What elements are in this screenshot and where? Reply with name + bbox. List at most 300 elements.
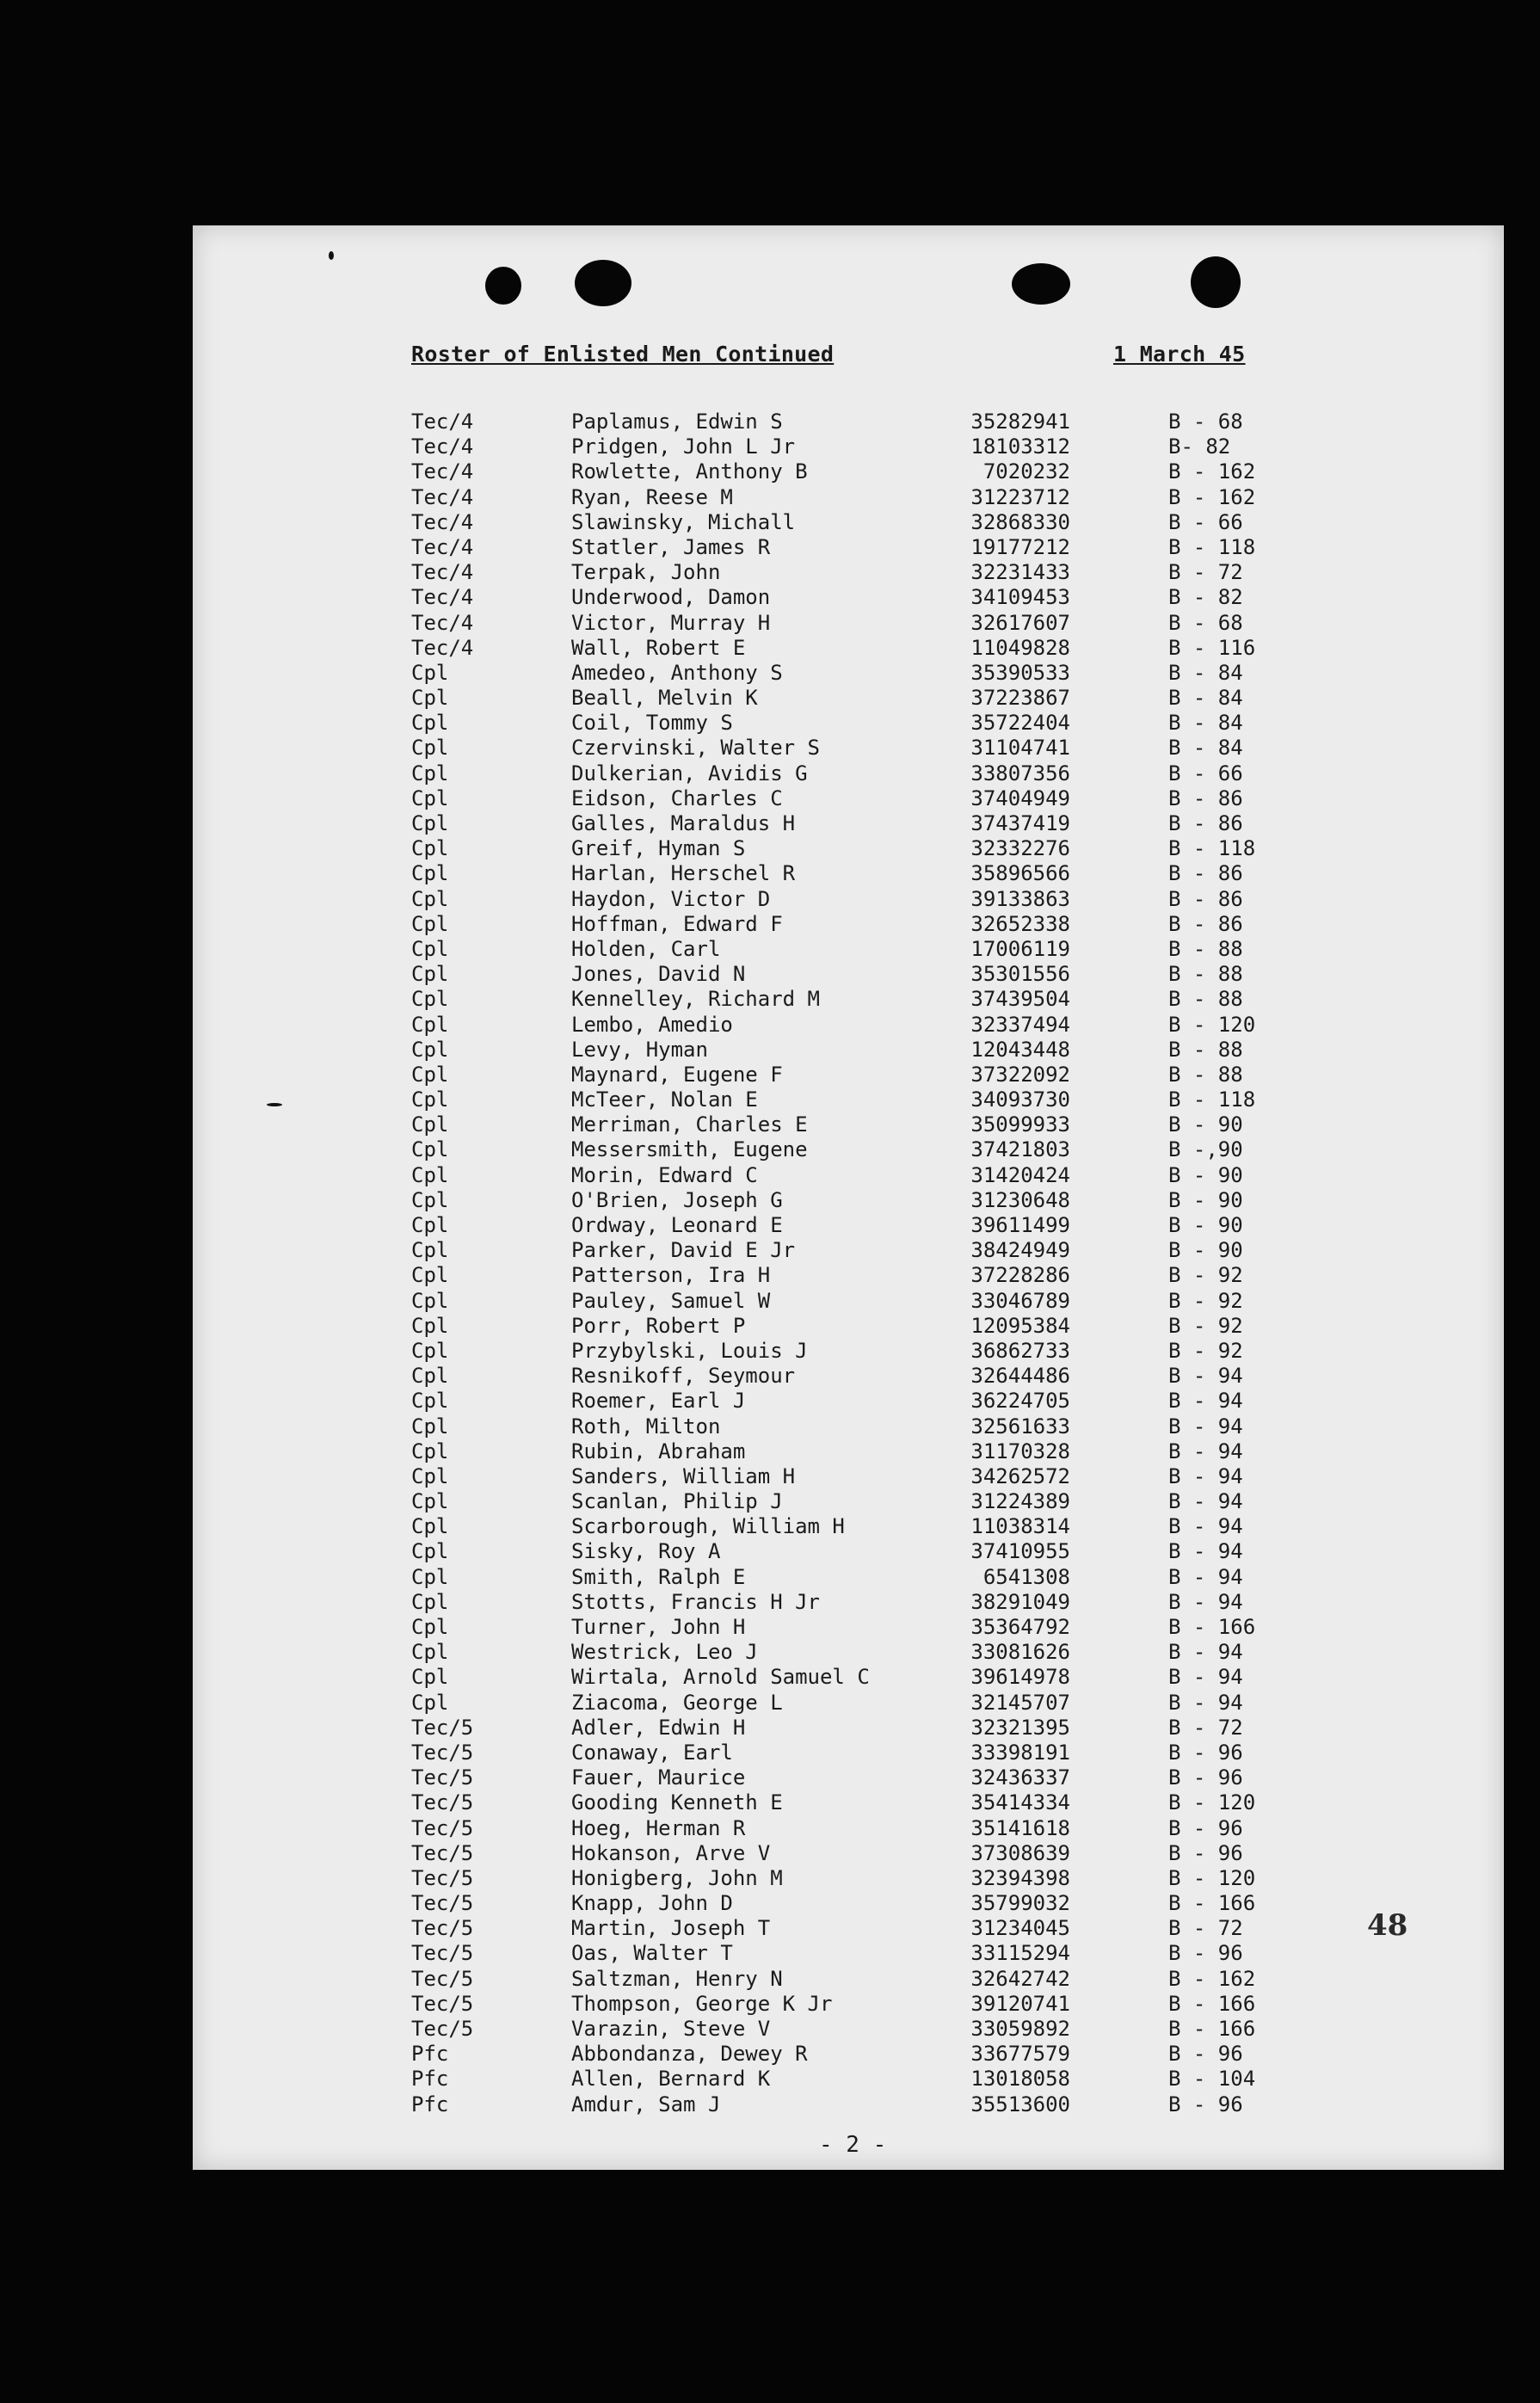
reference-cell: B - 96 [1168, 1765, 1243, 1790]
serial-number-cell: 19177212 [970, 534, 1070, 559]
roster-row [411, 1539, 1272, 1564]
roster-row [411, 661, 1272, 686]
rank-cell: Cpl [411, 711, 449, 736]
name-cell: Hokanson, Arve V [571, 1840, 771, 1865]
roster-row [411, 1716, 1272, 1741]
roster-row [411, 1565, 1272, 1590]
name-cell: Levy, Hyman [571, 1037, 708, 1062]
roster-row [411, 1213, 1272, 1238]
reference-cell: B - 162 [1168, 1966, 1256, 1991]
name-cell: Wirtala, Arnold Samuel C [571, 1665, 870, 1690]
reference-cell: B - 94 [1168, 1389, 1243, 1414]
roster-date: 1 March 45 [1113, 342, 1246, 367]
name-cell: Ryan, Reese M [571, 484, 733, 509]
name-cell: Adler, Edwin H [571, 1715, 746, 1740]
serial-number-cell: 31224389 [970, 1489, 1070, 1514]
roster-row [411, 987, 1272, 1012]
roster-row [411, 1364, 1272, 1389]
reference-cell: B - 72 [1168, 1916, 1243, 1941]
name-cell: Smith, Ralph E [571, 1564, 746, 1589]
roster-row [411, 912, 1272, 937]
name-cell: Rowlette, Anthony B [571, 459, 808, 484]
serial-number-cell: 38291049 [970, 1589, 1070, 1614]
roster-row [411, 1941, 1272, 1966]
reference-cell: B - 72 [1168, 1715, 1243, 1740]
serial-number-cell: 13018058 [970, 2067, 1070, 2092]
reference-cell: B - 90 [1168, 1238, 1243, 1263]
name-cell: Resnikoff, Seymour [571, 1364, 796, 1389]
name-cell: Turner, John H [571, 1615, 746, 1639]
name-cell: Sanders, William H [571, 1463, 796, 1488]
name-cell: Allen, Bernard K [571, 2067, 771, 2092]
reference-cell: B - 96 [1168, 2092, 1243, 2116]
roster-row [411, 1439, 1272, 1464]
name-cell: Beall, Melvin K [571, 686, 758, 711]
name-cell: Honigberg, John M [571, 1865, 783, 1890]
serial-number-cell: 33677579 [970, 2042, 1070, 2067]
ink-speck [267, 1103, 282, 1106]
serial-number-cell: 35513600 [970, 2092, 1070, 2116]
roster-row [411, 2042, 1272, 2067]
name-cell: Maynard, Eugene F [571, 1062, 783, 1087]
roster-row [411, 786, 1272, 811]
reference-cell: B - 96 [1168, 1941, 1243, 1966]
rank-cell: Tec/5 [411, 1840, 474, 1865]
roster-row [411, 1088, 1272, 1112]
rank-cell: Cpl [411, 1238, 449, 1263]
rank-cell: Tec/4 [411, 459, 474, 484]
rank-cell: Pfc [411, 2067, 449, 2092]
rank-cell: Cpl [411, 987, 449, 1012]
rank-cell: Tec/4 [411, 585, 474, 610]
name-cell: Ordway, Leonard E [571, 1213, 783, 1237]
roster-title: Roster of Enlisted Men Continued [411, 342, 835, 367]
reference-cell: B - 120 [1168, 1012, 1256, 1037]
name-cell: Przybylski, Louis J [571, 1338, 808, 1363]
name-cell: Thompson, George K Jr [571, 1991, 833, 2016]
serial-number-cell: 37439504 [970, 987, 1070, 1012]
rank-cell: Cpl [411, 1564, 449, 1589]
name-cell: Messersmith, Eugene [571, 1137, 808, 1162]
name-cell: Hoeg, Herman R [571, 1815, 746, 1840]
name-cell: Hoffman, Edward F [571, 911, 783, 936]
serial-number-cell: 35282941 [970, 410, 1070, 434]
rank-cell: Cpl [411, 660, 449, 685]
reference-cell: B - 92 [1168, 1288, 1243, 1313]
reference-cell: B - 88 [1168, 1062, 1243, 1087]
rank-cell: Tec/5 [411, 1790, 474, 1815]
roster-row [411, 1263, 1272, 1288]
roster-row [411, 611, 1272, 636]
roster-row [411, 1916, 1272, 1941]
name-cell: Porr, Robert P [571, 1313, 746, 1338]
serial-number-cell: 35414334 [970, 1790, 1070, 1815]
rank-cell: Cpl [411, 1187, 449, 1212]
reference-cell: B - 96 [1168, 1840, 1243, 1865]
serial-number-cell: 37308639 [970, 1840, 1070, 1865]
serial-number-cell: 31230648 [970, 1187, 1070, 1212]
rank-cell: Cpl [411, 861, 449, 886]
page-number: - 2 - [819, 2132, 887, 2158]
reference-cell: B - 90 [1168, 1112, 1243, 1137]
reference-cell: B - 166 [1168, 2017, 1256, 2041]
reference-cell: B - 92 [1168, 1263, 1243, 1288]
roster-row [411, 1013, 1272, 1038]
name-cell: Sisky, Roy A [571, 1539, 721, 1564]
reference-cell: B - 94 [1168, 1439, 1243, 1463]
name-cell: Statler, James R [571, 534, 771, 559]
roster-row [411, 711, 1272, 736]
reference-cell: B - 90 [1168, 1187, 1243, 1212]
name-cell: Saltzman, Henry N [571, 1966, 783, 1991]
roster-row [411, 686, 1272, 711]
name-cell: Conaway, Earl [571, 1740, 733, 1765]
serial-number-cell: 33046789 [970, 1288, 1070, 1313]
serial-number-cell: 31420424 [970, 1162, 1070, 1187]
reference-cell: B - 68 [1168, 610, 1243, 635]
serial-number-cell: 39614978 [970, 1665, 1070, 1690]
roster-row [411, 510, 1272, 535]
reference-cell: B - 120 [1168, 1865, 1256, 1890]
serial-number-cell: 12043448 [970, 1037, 1070, 1062]
roster-row [411, 1289, 1272, 1314]
reference-cell: B - 116 [1168, 635, 1256, 660]
rank-cell: Cpl [411, 962, 449, 987]
reference-cell: B - 94 [1168, 1489, 1243, 1514]
roster-row [411, 887, 1272, 912]
serial-number-cell: 35896566 [970, 861, 1070, 886]
rank-cell: Tec/5 [411, 1916, 474, 1941]
roster-row [411, 1967, 1272, 1992]
roster-row [411, 861, 1272, 886]
reference-cell: B - 94 [1168, 1514, 1243, 1539]
roster-row [411, 1691, 1272, 1716]
serial-number-cell: 37421803 [970, 1137, 1070, 1162]
rank-cell: Cpl [411, 1313, 449, 1338]
reference-cell: B - 86 [1168, 786, 1243, 810]
serial-number-cell: 35390533 [970, 660, 1070, 685]
name-cell: Kennelley, Richard M [571, 987, 820, 1012]
rank-cell: Cpl [411, 1615, 449, 1639]
name-cell: Abbondanza, Dewey R [571, 2042, 808, 2067]
name-cell: Pauley, Samuel W [571, 1288, 771, 1313]
roster-row [411, 1112, 1272, 1137]
rank-cell: Cpl [411, 836, 449, 861]
name-cell: Greif, Hyman S [571, 836, 746, 861]
roster-row [411, 2067, 1272, 2092]
serial-number-cell: 33807356 [970, 761, 1070, 786]
serial-number-cell: 32868330 [970, 509, 1070, 534]
reference-cell: B - 86 [1168, 811, 1243, 835]
reference-cell: B - 88 [1168, 936, 1243, 961]
name-cell: Scanlan, Philip J [571, 1489, 783, 1514]
reference-cell: B - 162 [1168, 484, 1256, 509]
rank-cell: Tec/4 [411, 610, 474, 635]
name-cell: Fauer, Maurice [571, 1765, 746, 1790]
reference-cell: B - 86 [1168, 861, 1243, 886]
roster-row [411, 459, 1272, 484]
name-cell: Dulkerian, Avidis G [571, 761, 808, 786]
roster-row [411, 1238, 1272, 1263]
reference-cell: B - 88 [1168, 1037, 1243, 1062]
serial-number-cell: 31170328 [970, 1439, 1070, 1463]
reference-cell: B - 86 [1168, 911, 1243, 936]
name-cell: Westrick, Leo J [571, 1640, 758, 1665]
serial-number-cell: 39120741 [970, 1991, 1070, 2016]
rank-cell: Cpl [411, 736, 449, 761]
reference-cell: B - 94 [1168, 1463, 1243, 1488]
serial-number-cell: 32644486 [970, 1364, 1070, 1389]
roster-row [411, 836, 1272, 861]
rank-cell: Cpl [411, 786, 449, 810]
name-cell: Stotts, Francis H Jr [571, 1589, 820, 1614]
rank-cell: Cpl [411, 1288, 449, 1313]
name-cell: Parker, David E Jr [571, 1238, 796, 1263]
roster-row [411, 1063, 1272, 1088]
rank-cell: Tec/4 [411, 509, 474, 534]
roster-row [411, 1339, 1272, 1364]
serial-number-cell: 11038314 [970, 1514, 1070, 1539]
rank-cell: Cpl [411, 761, 449, 786]
serial-number-cell: 32617607 [970, 610, 1070, 635]
rank-cell: Tec/4 [411, 635, 474, 660]
roster-row [411, 2092, 1272, 2117]
reference-cell: B - 118 [1168, 534, 1256, 559]
name-cell: Pridgen, John L Jr [571, 434, 796, 459]
serial-number-cell: 32642742 [970, 1966, 1070, 1991]
reference-cell: B - 66 [1168, 761, 1243, 786]
serial-number-cell: 33081626 [970, 1640, 1070, 1665]
rank-cell: Cpl [411, 1162, 449, 1187]
reference-cell: B - 94 [1168, 1414, 1243, 1439]
reference-cell: B - 96 [1168, 1740, 1243, 1765]
name-cell: Lembo, Amedio [571, 1012, 733, 1037]
serial-number-cell: 37223867 [970, 686, 1070, 711]
serial-number-cell: 35364792 [970, 1615, 1070, 1639]
serial-number-cell: 37322092 [970, 1062, 1070, 1087]
name-cell: Wall, Robert E [571, 635, 746, 660]
roster-row [411, 1163, 1272, 1188]
serial-number-cell: 32436337 [970, 1765, 1070, 1790]
rank-cell: Cpl [411, 1589, 449, 1614]
roster-row [411, 811, 1272, 836]
roster-row [411, 535, 1272, 560]
serial-number-cell: 39133863 [970, 886, 1070, 911]
name-cell: McTeer, Nolan E [571, 1088, 758, 1112]
rank-cell: Cpl [411, 1364, 449, 1389]
roster-row [411, 1615, 1272, 1640]
roster-row [411, 1992, 1272, 2017]
roster-row [411, 560, 1272, 585]
name-cell: Haydon, Victor D [571, 886, 771, 911]
roster-row [411, 1741, 1272, 1765]
reference-cell: B- 82 [1168, 434, 1231, 459]
roster-row [411, 1389, 1272, 1414]
reference-cell: B -,90 [1168, 1137, 1243, 1162]
serial-number-cell: 7020232 [983, 459, 1070, 484]
rank-cell: Cpl [411, 1463, 449, 1488]
name-cell: Morin, Edward C [571, 1162, 758, 1187]
rank-cell: Pfc [411, 2042, 449, 2067]
roster-row [411, 1891, 1272, 1916]
reference-cell: B - 84 [1168, 660, 1243, 685]
rank-cell: Tec/4 [411, 560, 474, 585]
document-page [193, 225, 1504, 2170]
rank-cell: Cpl [411, 1489, 449, 1514]
roster-row [411, 1137, 1272, 1162]
roster-row [411, 1464, 1272, 1489]
serial-number-cell: 38424949 [970, 1238, 1070, 1263]
serial-number-cell: 32337494 [970, 1012, 1070, 1037]
rank-cell: Tec/4 [411, 434, 474, 459]
serial-number-cell: 37228286 [970, 1263, 1070, 1288]
punch-hole [1191, 256, 1241, 308]
name-cell: Roth, Milton [571, 1414, 721, 1439]
name-cell: Merriman, Charles E [571, 1112, 808, 1137]
serial-number-cell: 35141618 [970, 1815, 1070, 1840]
name-cell: Amdur, Sam J [571, 2092, 721, 2116]
serial-number-cell: 31223712 [970, 484, 1070, 509]
serial-number-cell: 32321395 [970, 1715, 1070, 1740]
reference-cell: B - 92 [1168, 1338, 1243, 1363]
roster-row [411, 1765, 1272, 1790]
name-cell: Knapp, John D [571, 1891, 733, 1916]
reference-cell: B - 90 [1168, 1213, 1243, 1237]
rank-cell: Cpl [411, 1640, 449, 1665]
roster-row [411, 1665, 1272, 1690]
rank-cell: Tec/5 [411, 1765, 474, 1790]
name-cell: Terpak, John [571, 560, 721, 585]
roster-row [411, 1590, 1272, 1615]
margin-note: 48 [1367, 1908, 1408, 1943]
roster-row [411, 1314, 1272, 1339]
serial-number-cell: 35722404 [970, 711, 1070, 736]
roster-row [411, 761, 1272, 786]
roster-row [411, 1640, 1272, 1665]
rank-cell: Cpl [411, 1112, 449, 1137]
rank-cell: Cpl [411, 1338, 449, 1363]
rank-cell: Tec/5 [411, 1941, 474, 1966]
reference-cell: B - 72 [1168, 560, 1243, 585]
reference-cell: B - 84 [1168, 686, 1243, 711]
rank-cell: Tec/5 [411, 1891, 474, 1916]
reference-cell: B - 92 [1168, 1313, 1243, 1338]
roster-row [411, 1514, 1272, 1539]
serial-number-cell: 32332276 [970, 836, 1070, 861]
rank-cell: Cpl [411, 1137, 449, 1162]
serial-number-cell: 36862733 [970, 1338, 1070, 1363]
name-cell: Coil, Tommy S [571, 711, 733, 736]
roster-row [411, 937, 1272, 962]
roster-row [411, 1790, 1272, 1815]
serial-number-cell: 18103312 [970, 434, 1070, 459]
roster-row [411, 1489, 1272, 1514]
serial-number-cell: 31234045 [970, 1916, 1070, 1941]
rank-cell: Cpl [411, 811, 449, 835]
roster-row [411, 1841, 1272, 1866]
name-cell: Martin, Joseph T [571, 1916, 771, 1941]
rank-cell: Cpl [411, 1213, 449, 1237]
roster-row [411, 2017, 1272, 2042]
serial-number-cell: 6541308 [983, 1564, 1070, 1589]
reference-cell: B - 94 [1168, 1665, 1243, 1690]
rank-cell: Tec/5 [411, 1740, 474, 1765]
reference-cell: B - 166 [1168, 1891, 1256, 1916]
name-cell: Paplamus, Edwin S [571, 410, 783, 434]
rank-cell: Cpl [411, 1439, 449, 1463]
serial-number-cell: 32652338 [970, 911, 1070, 936]
serial-number-cell: 35301556 [970, 962, 1070, 987]
rank-cell: Tec/4 [411, 534, 474, 559]
serial-number-cell: 11049828 [970, 635, 1070, 660]
reference-cell: B - 66 [1168, 509, 1243, 534]
serial-number-cell: 33398191 [970, 1740, 1070, 1765]
roster-row [411, 962, 1272, 987]
serial-number-cell: 12095384 [970, 1313, 1070, 1338]
rank-cell: Tec/5 [411, 2017, 474, 2041]
serial-number-cell: 36224705 [970, 1389, 1070, 1414]
reference-cell: B - 82 [1168, 585, 1243, 610]
rank-cell: Tec/5 [411, 1865, 474, 1890]
roster-row [411, 636, 1272, 661]
reference-cell: B - 120 [1168, 1790, 1256, 1815]
name-cell: Ziacoma, George L [571, 1690, 783, 1715]
punch-hole [575, 260, 631, 306]
rank-cell: Cpl [411, 1389, 449, 1414]
rank-cell: Cpl [411, 1414, 449, 1439]
name-cell: Victor, Murray H [571, 610, 771, 635]
rank-cell: Tec/5 [411, 1966, 474, 1991]
name-cell: Czervinski, Walter S [571, 736, 820, 761]
serial-number-cell: 34093730 [970, 1088, 1070, 1112]
reference-cell: B - 118 [1168, 1088, 1256, 1112]
name-cell: Patterson, Ira H [571, 1263, 771, 1288]
reference-cell: B - 166 [1168, 1615, 1256, 1639]
rank-cell: Tec/5 [411, 1715, 474, 1740]
roster-row [411, 1414, 1272, 1439]
reference-cell: B - 104 [1168, 2067, 1256, 2092]
name-cell: Jones, David N [571, 962, 746, 987]
punch-hole [485, 267, 521, 305]
name-cell: Varazin, Steve V [571, 2017, 771, 2041]
name-cell: Slawinsky, Michall [571, 509, 796, 534]
reference-cell: B - 94 [1168, 1589, 1243, 1614]
reference-cell: B - 94 [1168, 1564, 1243, 1589]
serial-number-cell: 37437419 [970, 811, 1070, 835]
serial-number-cell: 33059892 [970, 2017, 1070, 2041]
roster-row [411, 1188, 1272, 1213]
serial-number-cell: 32561633 [970, 1414, 1070, 1439]
rank-cell: Cpl [411, 1062, 449, 1087]
serial-number-cell: 33115294 [970, 1941, 1070, 1966]
name-cell: Oas, Walter T [571, 1941, 733, 1966]
serial-number-cell: 34109453 [970, 585, 1070, 610]
rank-cell: Tec/5 [411, 1991, 474, 2016]
rank-cell: Cpl [411, 1012, 449, 1037]
rank-cell: Cpl [411, 1514, 449, 1539]
rank-cell: Cpl [411, 911, 449, 936]
reference-cell: B - 166 [1168, 1991, 1256, 2016]
name-cell: Rubin, Abraham [571, 1439, 746, 1463]
rank-cell: Pfc [411, 2092, 449, 2116]
reference-cell: B - 84 [1168, 736, 1243, 761]
reference-cell: B - 94 [1168, 1640, 1243, 1665]
reference-cell: B - 84 [1168, 711, 1243, 736]
serial-number-cell: 34262572 [970, 1463, 1070, 1488]
reference-cell: B - 88 [1168, 962, 1243, 987]
serial-number-cell: 31104741 [970, 736, 1070, 761]
roster-row [411, 485, 1272, 510]
